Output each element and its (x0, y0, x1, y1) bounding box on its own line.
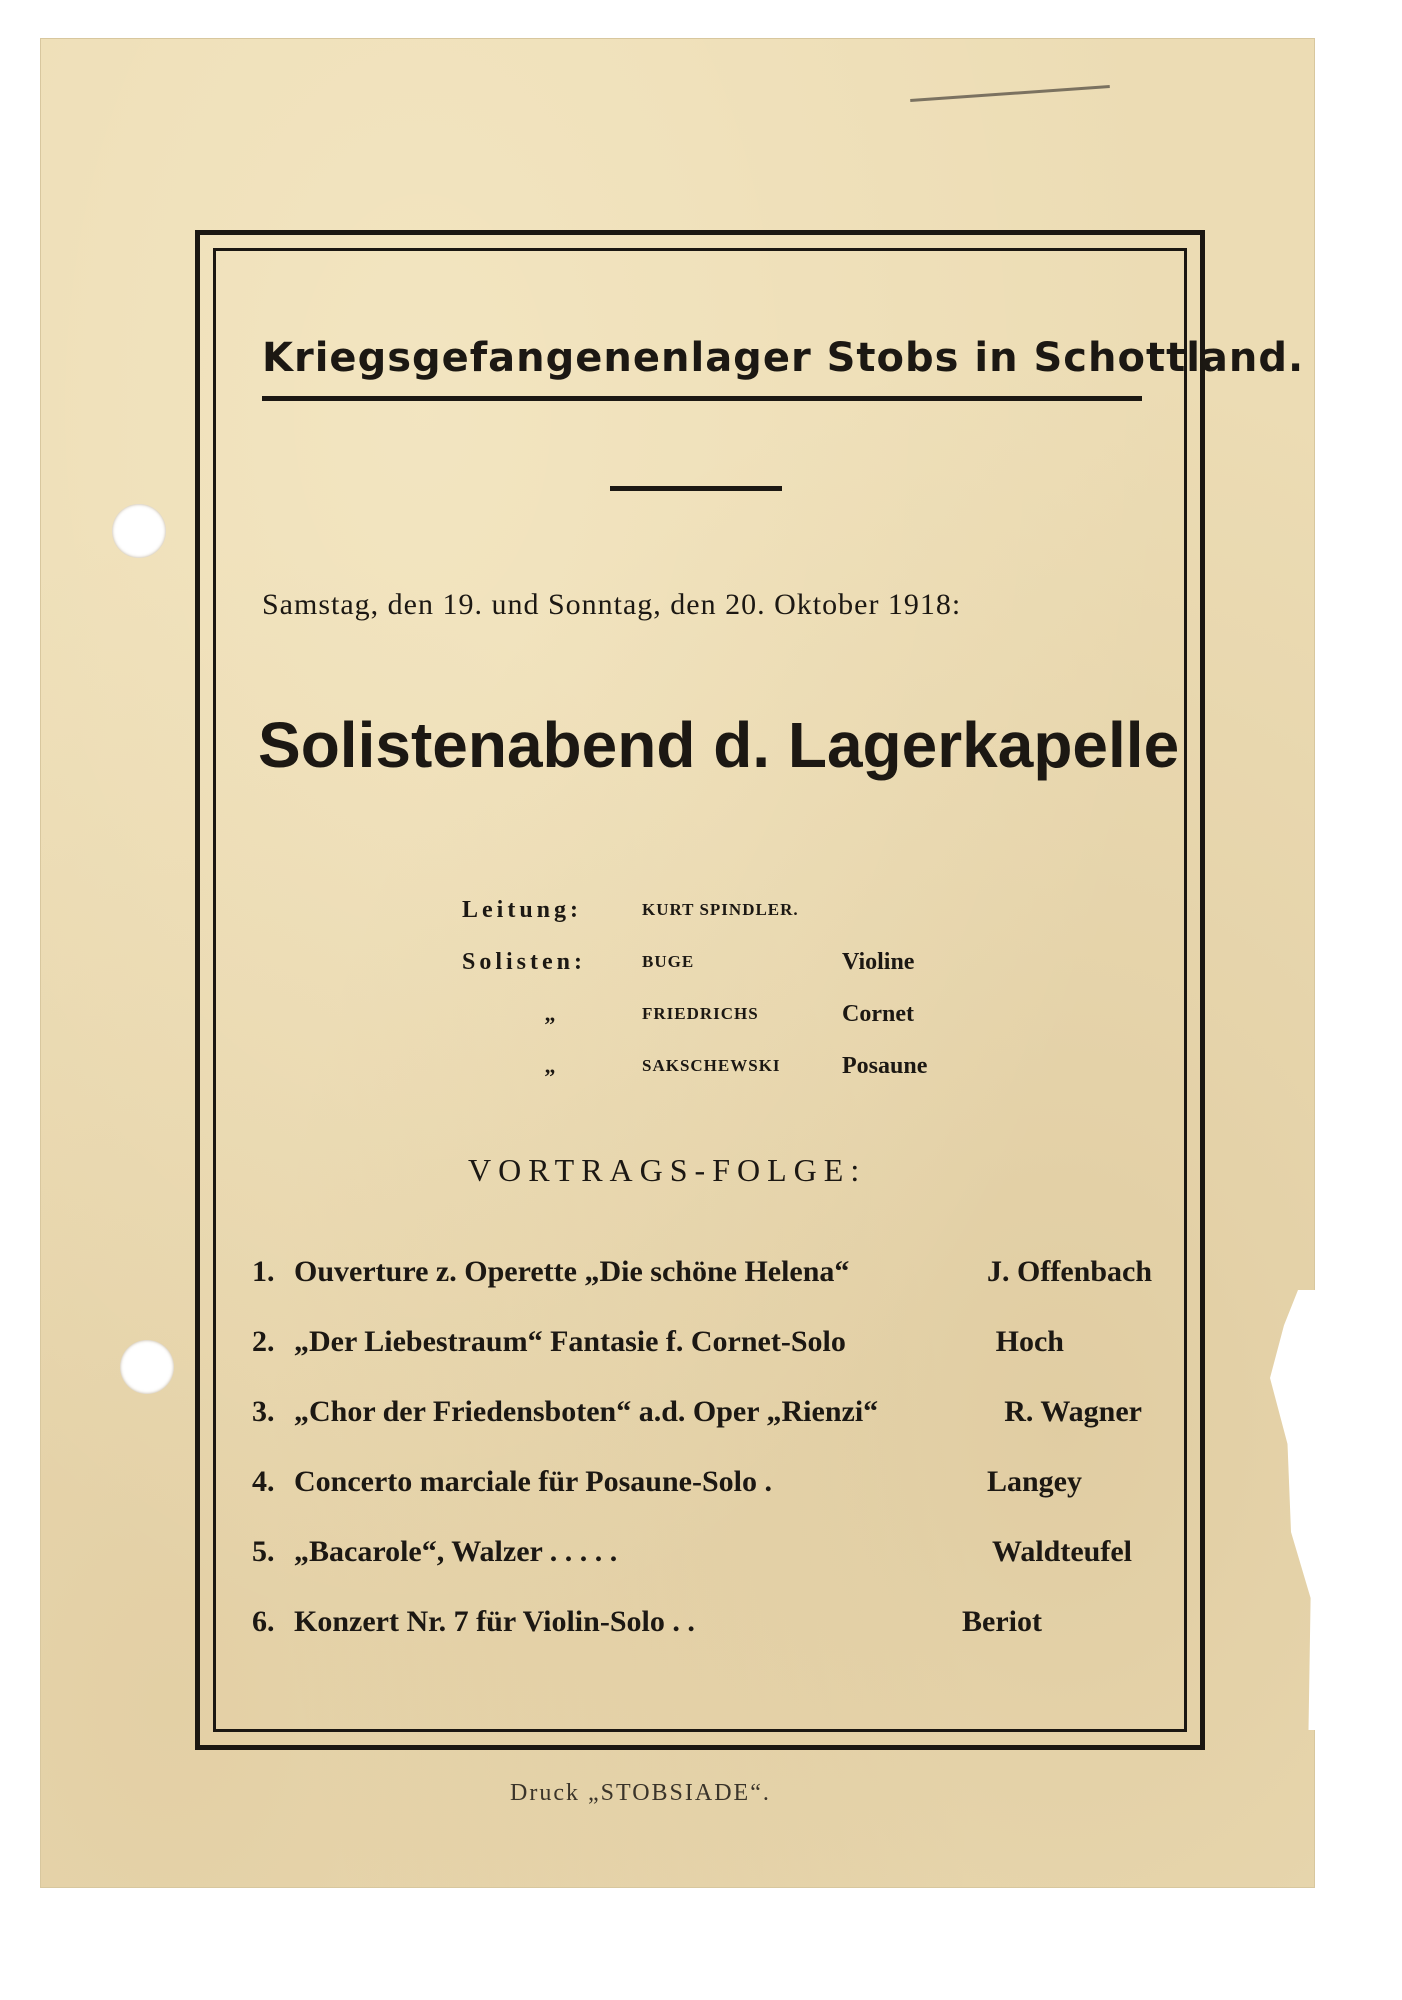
staff-role-ditto: „ (544, 1053, 560, 1078)
staff-role-ditto: „ (544, 1001, 560, 1026)
camp-title-underline (262, 396, 1142, 401)
program-piece: „Chor der Friedensboten“ a.d. Oper „Rienzi“ (294, 1395, 879, 1428)
staff-name: SAKSCHEWSKI (642, 1056, 781, 1075)
program-composer: Beriot (962, 1605, 1042, 1638)
staff-name: KURT SPINDLER. (642, 900, 799, 919)
program-piece: Ouverture z. Operette „Die schöne Helena“ (294, 1255, 850, 1288)
punch-hole-bottom (120, 1340, 174, 1394)
program-composer: R. Wagner (1004, 1395, 1142, 1428)
staff-role: Solisten: (462, 948, 587, 975)
camp-title: Kriegsgefangenenlager Stobs in Schottland. (262, 335, 1305, 381)
program-item (252, 1325, 1152, 1395)
program-item (252, 1255, 1152, 1325)
staff-name: BUGE (642, 952, 695, 971)
printer-credit: Druck „STOBSIADE“. (510, 1780, 771, 1806)
program-item (252, 1535, 1152, 1605)
staff-name: FRIEDRICHS (642, 1004, 759, 1023)
program-piece: „Bacarole“, Walzer . . . . . (294, 1535, 618, 1568)
divider-rule (610, 486, 782, 491)
program-number: 2. (252, 1325, 275, 1358)
program-item (252, 1465, 1152, 1535)
program-number: 4. (252, 1465, 275, 1498)
program-number: 3. (252, 1395, 275, 1428)
program-composer: Waldteufel (992, 1535, 1132, 1568)
punch-hole-top (112, 504, 166, 558)
program-piece: Concerto marciale für Posaune-Solo . (294, 1465, 772, 1498)
event-title: Solistenabend d. Lagerkapelle (258, 709, 1180, 781)
staff-row (462, 884, 927, 936)
program-heading: VORTRAGS-FOLGE: (468, 1152, 867, 1188)
staff-instrument: Posaune (842, 1052, 928, 1079)
program-composer: J. Offenbach (987, 1255, 1152, 1288)
program-piece: Konzert Nr. 7 für Violin-Solo . . (294, 1605, 695, 1638)
staff-role: Leitung: (462, 896, 583, 923)
staff-instrument: Cornet (842, 1000, 914, 1027)
staff-list (462, 884, 927, 1092)
program-item (252, 1605, 1152, 1675)
program-list (252, 1255, 1152, 1675)
staff-row (462, 936, 927, 988)
staff-row (462, 1040, 927, 1092)
staff-instrument (842, 884, 927, 936)
program-piece: „Der Liebestraum“ Fantasie f. Cornet-Solo (294, 1325, 846, 1358)
program-number: 1. (252, 1255, 275, 1288)
date-line: Samstag, den 19. und Sonntag, den 20. Oktober 1918: (262, 588, 962, 621)
program-composer: Langey (986, 1465, 1082, 1498)
program-number: 6. (252, 1605, 275, 1638)
program-item (252, 1395, 1152, 1465)
staff-row (462, 988, 927, 1040)
program-composer: Hoch (995, 1325, 1064, 1358)
staff-instrument: Violine (842, 948, 915, 975)
program-number: 5. (252, 1535, 275, 1568)
